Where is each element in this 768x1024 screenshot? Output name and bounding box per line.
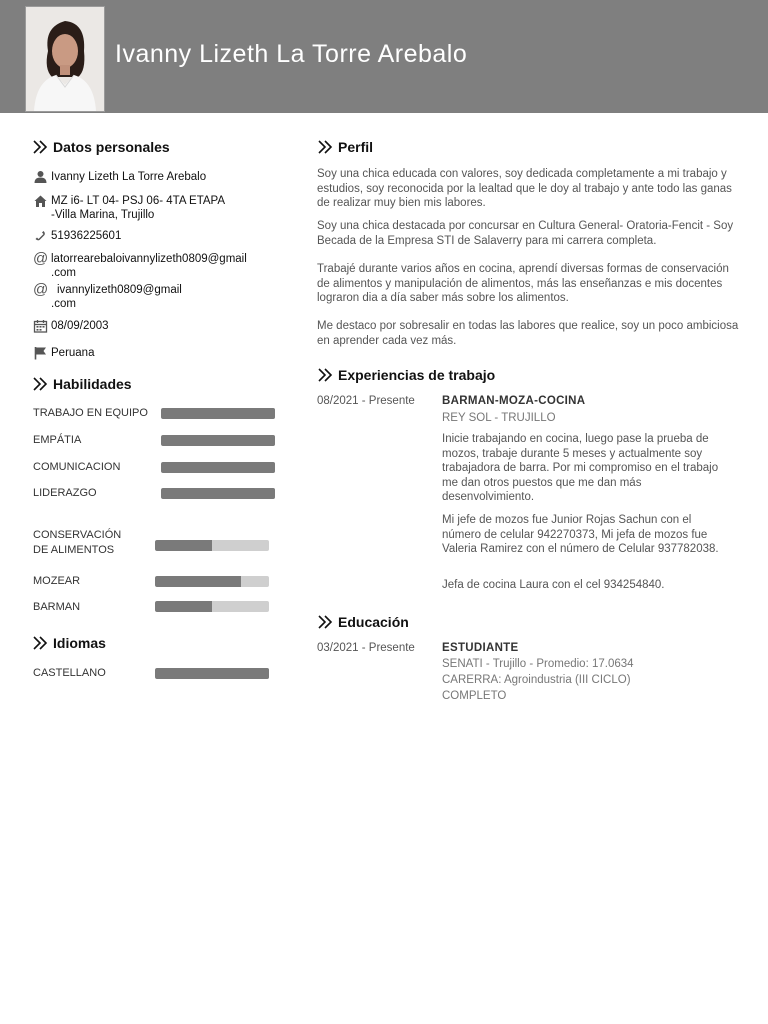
skill-label: LIDERAZGO xyxy=(33,487,97,499)
at-icon: @ xyxy=(33,250,49,267)
candidate-name: Ivanny Lizeth La Torre Arebalo xyxy=(115,40,468,68)
home-icon xyxy=(33,194,48,208)
language-label: CASTELLANO xyxy=(33,667,106,679)
experience-description: Mi jefe de mozos fue Junior Rojas Sachun con el número de celular 942270373, Mi jefa de mozos fue Valeria Ramirez con el número de Celular 937782038. xyxy=(442,514,719,555)
at-icon: @ xyxy=(33,281,49,298)
address-line2: -Villa Marina, Trujillo xyxy=(51,209,155,221)
skill-label: COMUNICACION xyxy=(33,461,121,473)
skill-bar xyxy=(161,408,275,419)
email1-line1: latorrearebaloivannylizeth0809@gmail xyxy=(51,253,247,265)
section-personal-title: Datos personales xyxy=(53,139,170,155)
section-skills-title: Habilidades xyxy=(53,376,132,392)
double-chevron-icon xyxy=(317,140,333,154)
education-line: SENATI - Trujillo - Promedio: 17.0634 xyxy=(442,658,634,670)
calendar-icon xyxy=(33,319,48,333)
profile-paragraph: Me destaco por sobresalir en todas las labores que realice, soy un poco ambiciosa en aprender cada vez más. xyxy=(317,320,739,347)
skill-bar xyxy=(155,576,269,587)
birthdate: 08/09/2003 xyxy=(51,320,109,332)
profile-paragraph: Soy una chica educada con valores, soy dedicada completamente a mi trabajo y estudios, soy reconocida por la lealtad que le doy al trabajo y ante todo las ganas de realizar muy bien mis labores. xyxy=(317,168,732,209)
phone-icon xyxy=(33,229,48,243)
nationality: Peruana xyxy=(51,347,95,359)
personal-name: Ivanny Lizeth La Torre Arebalo xyxy=(51,171,207,183)
education-date: 03/2021 - Presente xyxy=(317,642,415,654)
double-chevron-icon xyxy=(32,636,48,650)
skill-label: BARMAN xyxy=(33,601,81,613)
double-chevron-icon xyxy=(32,377,48,391)
section-experience-title: Experiencias de trabajo xyxy=(338,367,495,383)
email2-line1: ivannylizeth0809@gmail xyxy=(57,284,182,296)
address-line1: MZ i6- LT 04- PSJ 06- 4TA ETAPA xyxy=(51,195,226,207)
skill-label: EMPÁTIA xyxy=(33,434,82,446)
education-line: COMPLETO xyxy=(442,690,507,702)
education-title: ESTUDIANTE xyxy=(442,642,519,654)
section-profile-title: Perfil xyxy=(338,139,373,155)
header-banner xyxy=(0,0,768,113)
profile-photo xyxy=(25,6,105,112)
experience-description: Inicie trabajando en cocina, luego pase la prueba de mozos, trabaje durante 5 meses y actualmente soy trabajadora de barra. Por mi compromiso en el trabajo me dan otros puestos que me dan más desenvolvimiento. xyxy=(442,433,719,503)
skill-label: MOZEAR xyxy=(33,575,81,587)
double-chevron-icon xyxy=(317,615,333,629)
phone-number: 51936225601 xyxy=(51,230,122,242)
section-languages-title: Idiomas xyxy=(53,635,106,651)
flag-icon xyxy=(33,346,48,360)
double-chevron-icon xyxy=(32,140,48,154)
skill-label: TRABAJO EN EQUIPO xyxy=(33,407,148,419)
skill-bar xyxy=(161,488,275,499)
experience-title: BARMAN-MOZA-COCINA xyxy=(442,395,586,407)
skill-bar xyxy=(155,540,269,551)
profile-paragraph: Soy una chica destacada por concursar en Cultura General- Oratoria-Fencit - Soy Becada de la Empresa STI de Salaverry para mi carrera completa. xyxy=(317,220,734,247)
skill-bar xyxy=(161,462,275,473)
user-icon xyxy=(33,170,48,184)
double-chevron-icon xyxy=(317,368,333,382)
language-bar xyxy=(155,668,269,679)
education-line: CARERRA: Agroindustria (III CICLO) xyxy=(442,674,631,686)
experience-date: 08/2021 - Presente xyxy=(317,395,415,407)
email2-line2: .com xyxy=(51,298,76,310)
section-education-title: Educación xyxy=(338,614,409,630)
experience-company: REY SOL - TRUJILLO xyxy=(442,412,556,424)
email1-line2: .com xyxy=(51,267,76,279)
skill-bar xyxy=(155,601,269,612)
skill-label: CONSERVACIÓN xyxy=(33,529,122,541)
profile-paragraph: Trabajé durante varios años en cocina, aprendí diversas formas de conservación de alimentos y manipulación de alimentos, más las enseñanzas e mis docentes lograron dia a día saber más sobre los alimentos. xyxy=(317,263,729,304)
skill-bar xyxy=(161,435,275,446)
skill-label: DE ALIMENTOS xyxy=(33,544,115,556)
experience-description: Jefa de cocina Laura con el cel 934254840. xyxy=(442,579,665,591)
